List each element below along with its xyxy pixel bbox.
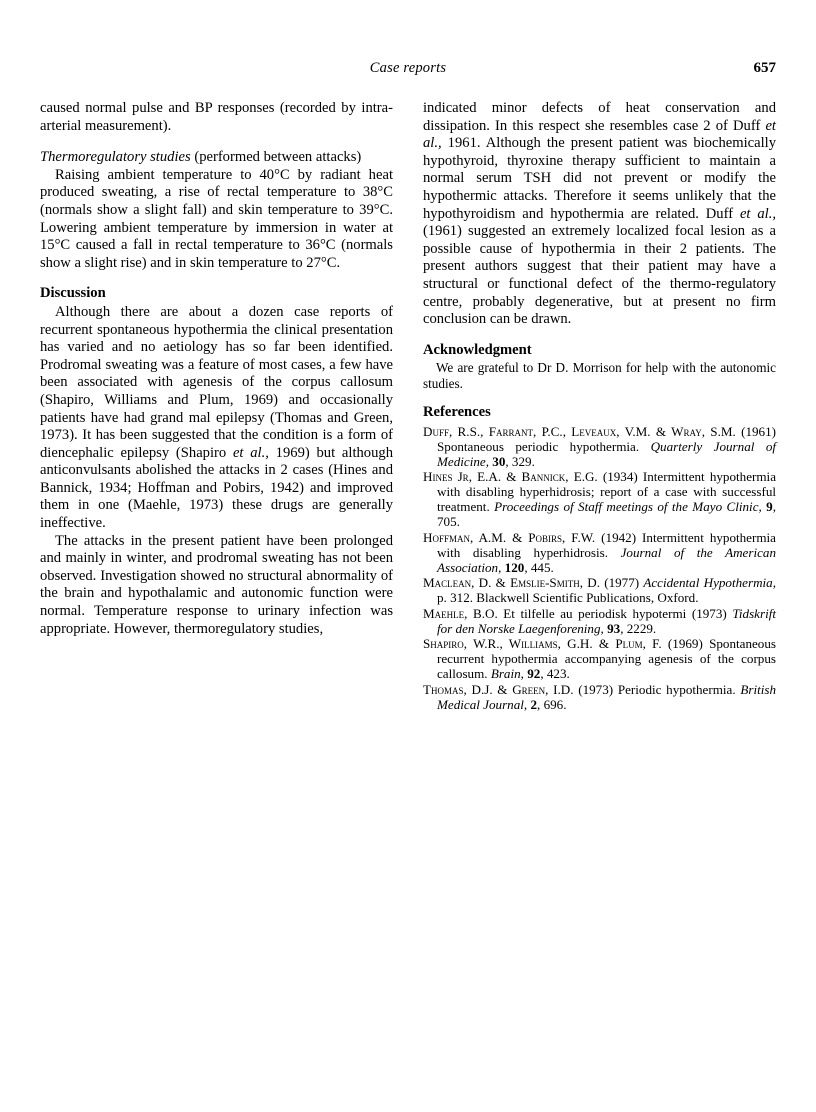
- paragraph-continuation: caused normal pulse and BP responses (recorded by intra-arterial measurement).: [40, 100, 393, 134]
- reference-authors: Hoffman, A.M. & Pobirs, F.W.: [423, 529, 596, 545]
- right-column: [423, 100, 776, 712]
- two-column-body: [40, 100, 776, 712]
- reference-rest-1: (1973) Periodic hypothermia.: [573, 681, 741, 697]
- reference-authors: Shapiro, W.R., Williams, G.H. & Plum, F.: [423, 636, 662, 652]
- subsection-heading-thermoregulatory-studies: [40, 149, 393, 167]
- reference-rest-2: p. 312. Blackwell Scientific Publications, Oxford.: [437, 590, 699, 606]
- section-heading-discussion: Discussion: [40, 285, 106, 302]
- paragraph-discussion-3: [423, 100, 776, 329]
- reference-volume: 2: [530, 696, 538, 712]
- reference-item: [423, 424, 776, 469]
- reference-authors: Maclean, D. & Emslie-Smith, D.: [423, 575, 600, 591]
- reference-list: [423, 424, 776, 712]
- reference-rest-1: Et tilfelle au periodisk hypotermi (1973): [497, 605, 733, 621]
- reference-volume: 9: [766, 499, 773, 515]
- reference-rest-3: , 329.: [505, 453, 535, 469]
- reference-volume: 30: [492, 453, 506, 469]
- right-text-b: 1961. Although the present patient was biochemically hypothyroid, thyroxine therapy sufficient to maintain a normal serum TSH did not prevent or modify the hypothermic attacks. Therefore it seems unlikely that the hypothyroidism and hypothermia are related. Duff: [423, 135, 776, 222]
- paragraph-thermoregulatory: Raising ambient temperature to 40°C by radiant heat produced sweating, a rise of rectal temperature to 38°C (normals show a slight fall) and skin temperature to 39°C. Lowering ambient temperature by immersion in water at 15°C caused a fall in rectal temperature to 36°C (normals show a slight rise) and in skin temperature to 27°C.: [40, 166, 393, 271]
- reference-rest-1: (1977): [599, 575, 644, 591]
- reference-rest-3: , 696.: [537, 696, 567, 712]
- reference-authors: Hines Jr, E.A. & Bannick, E.G.: [423, 469, 598, 485]
- paragraph-discussion-2: The attacks in the present patient have been prolonged and mainly in winter, and prodromal sweating has not been observed. Investigation showed no structural abnormality of the brain and hypothalamic and autonomic function were normal. Temperature response to urinary infection was appropriate. However, thermoregulatory studies,: [40, 532, 393, 637]
- reference-source: Accidental Hypothermia,: [643, 575, 776, 591]
- paragraph-discussion-1: [40, 304, 393, 533]
- subsection-heading-rest: (performed between attacks): [194, 149, 362, 166]
- reference-rest-3: , 445.: [524, 559, 554, 575]
- page-number: 657: [753, 60, 776, 76]
- reference-source: Brain,: [490, 666, 524, 682]
- reference-source: British Medical Journal,: [437, 681, 776, 712]
- reference-source: Proceedings of Staff meetings of the Mayo Clinic,: [494, 499, 762, 515]
- reference-rest-3: , 705.: [437, 499, 776, 530]
- reference-rest-1: (1969) Spontaneous recurrent hypothermia accompanying agenesis of the corpus callosum.: [437, 636, 776, 682]
- reference-item: [423, 530, 776, 575]
- reference-item: [423, 469, 776, 529]
- subsection-heading-italic: Thermoregulatory studies: [40, 149, 191, 166]
- left-column: [40, 100, 393, 712]
- right-italic-1: et al.,: [423, 117, 776, 152]
- right-text-a: indicated minor defects of heat conservation and dissipation. In this respect she resembles case 2 of Duff: [423, 100, 776, 134]
- discussion-text-b: 1969) but although anticonvulsants abolished the attacks in 2 cases (Hines and Bannick, 1934; Hoffman and Pobirs, 1942) and improved them in one (Maehle, 1973) these drugs are generally ineffective.: [40, 444, 393, 532]
- reference-rest-1: (1934) Intermittent hypothermia with disabling hyperhidrosis; report of a case with successful treatment.: [437, 469, 777, 515]
- reference-rest-3: , 2229.: [620, 620, 657, 636]
- discussion-italic: et al.,: [232, 444, 269, 461]
- reference-volume: 120: [504, 559, 525, 575]
- running-head: [40, 60, 776, 80]
- reference-item: [423, 636, 776, 681]
- reference-volume: 92: [527, 666, 541, 682]
- acknowledgment-body: We are grateful to Dr D. Morrison for help with the autonomic studies.: [423, 360, 776, 391]
- reference-rest-3: , 423.: [540, 666, 570, 682]
- reference-source: Journal of the American Association,: [437, 544, 776, 575]
- reference-volume: 93: [607, 620, 621, 636]
- running-head-title: Case reports: [369, 60, 447, 76]
- section-heading-references: References: [423, 404, 491, 421]
- reference-item: [423, 682, 776, 712]
- reference-rest-1: (1961) Spontaneous periodic hypothermia.: [437, 423, 776, 454]
- reference-source: Tidskrift for den Norske Laegenforening,: [437, 605, 776, 636]
- section-heading-acknowledgment: Acknowledgment: [423, 341, 532, 358]
- reference-item: [423, 606, 776, 636]
- discussion-text-a: Although there are about a dozen case reports of recurrent spontaneous hypothermia the clinical presentation has varied and no aetiology has so far been identified. Prodromal sweating was a feature of most cases, a few have been associated with agenesis of the corpus callosum (Shapiro, Williams and Plum, 1969) and occasionally patients have had grand mal epilepsy (Thomas and Green, 1973). It has been suggested that the condition is a form of diencephalic epilepsy (Shapiro: [40, 303, 393, 461]
- reference-rest-1: (1942) Intermittent hypothermia with disabling hyperhidrosis.: [437, 529, 776, 560]
- right-text-c: (1961) suggested an extremely localized focal lesion as a possible cause of hypothermia in their 2 patients. The present authors suggest that their patient may have a structural or functional defect of the thermo-regulatory centre, probably degenerative, but at present no firm conclusion can be drawn.: [423, 223, 776, 328]
- reference-authors: Thomas, D.J. & Green, I.D.: [423, 681, 574, 697]
- reference-authors: Maehle, B.O.: [423, 605, 498, 621]
- reference-source: Quarterly Journal of Medicine,: [437, 438, 777, 469]
- right-italic-2: et al.,: [739, 205, 776, 222]
- reference-authors: Duff, R.S., Farrant, P.C., Leveaux, V.M. & Wray, S.M.: [423, 423, 736, 439]
- reference-item: [423, 575, 776, 605]
